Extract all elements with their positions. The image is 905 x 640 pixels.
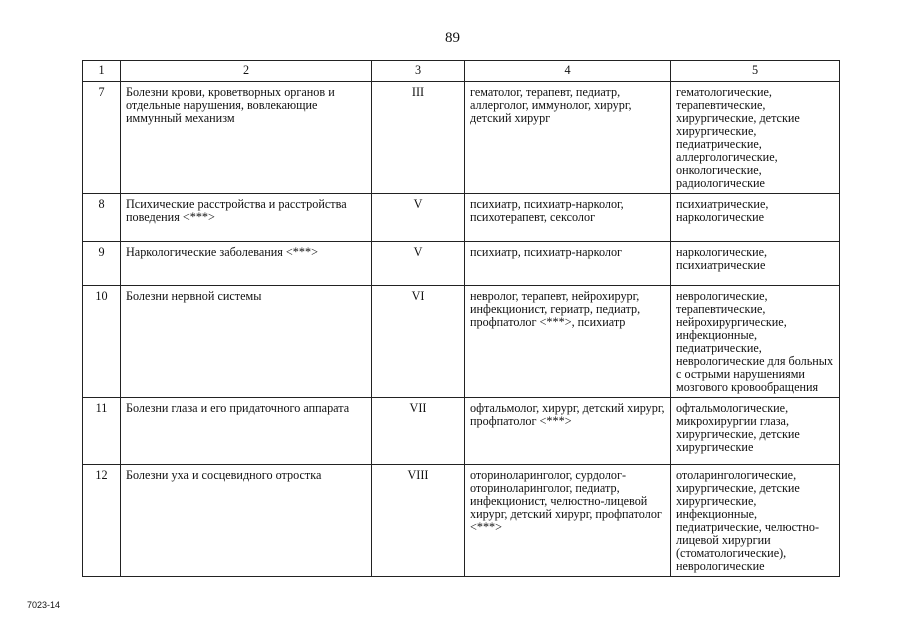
disease-class: VI [372,286,465,398]
disease-class: VIII [372,465,465,577]
row-number: 12 [83,465,121,577]
disease-class: III [372,82,465,194]
table-row [83,242,840,286]
disease-class: V [372,194,465,242]
disease-name: Болезни уха и сосцевидного отростка [121,465,372,577]
row-number: 7 [83,82,121,194]
column-header-profiles: 5 [671,61,840,82]
row-number: 10 [83,286,121,398]
disease-class: VII [372,398,465,465]
bed-profiles: отоларингологические, хирургические, детские хирургические, инфекционные, педиатрические, челюстно-лицевой хирургии (стоматологические), неврологические [671,465,840,577]
page-number: 89 [445,30,460,46]
disease-profile-table [82,60,840,577]
bed-profiles: психиатрические, наркологические [671,194,840,242]
bed-profiles: офтальмологические, микрохирургии глаза, хирургические, детские хирургические [671,398,840,465]
document-code: 7023-14 [27,600,61,610]
column-header-number: 1 [83,61,121,82]
specialists: офтальмолог, хирург, детский хирург, профпатолог <***> [465,398,671,465]
table-row [83,398,840,465]
bed-profiles: наркологические, психиатрические [671,242,840,286]
disease-name: Болезни глаза и его придаточного аппарата [121,398,372,465]
disease-name: Болезни нервной системы [121,286,372,398]
disease-name: Наркологические заболевания <***> [121,242,372,286]
row-number: 11 [83,398,121,465]
specialists: психиатр, психиатр-нарколог, психотерапевт, сексолог [465,194,671,242]
column-header-specialists: 4 [465,61,671,82]
specialists: гематолог, терапевт, педиатр, аллерголог, иммунолог, хирург, детский хирург [465,82,671,194]
disease-name: Психические расстройства и расстройства поведения <***> [121,194,372,242]
specialists: оториноларинголог, сурдолог-оториноларинголог, педиатр, инфекционист, челюстно-лицевой хирург, детский хирург, профпатолог <***> [465,465,671,577]
table-row [83,286,840,398]
disease-class: V [372,242,465,286]
bed-profiles: неврологические, терапевтические, нейрохирургические, инфекционные, педиатрические, неврологические для больных с острыми нарушениями мозгового кровообращения [671,286,840,398]
table-row [83,194,840,242]
specialists: психиатр, психиатр-нарколог [465,242,671,286]
bed-profiles: гематологические, терапевтические, хирургические, детские хирургические, педиатрические, аллергологические, онкологические, радиологические [671,82,840,194]
specialists: невролог, терапевт, нейрохирург, инфекционист, гериатр, педиатр, профпатолог <***>, психиатр [465,286,671,398]
table-row [83,82,840,194]
row-number: 9 [83,242,121,286]
column-header-class: 3 [372,61,465,82]
row-number: 8 [83,194,121,242]
table-row [83,465,840,577]
disease-name: Болезни крови, кроветворных органов и отдельные нарушения, вовлекающие иммунный механизм [121,82,372,194]
column-header-disease: 2 [121,61,372,82]
table-header-row [83,61,840,82]
